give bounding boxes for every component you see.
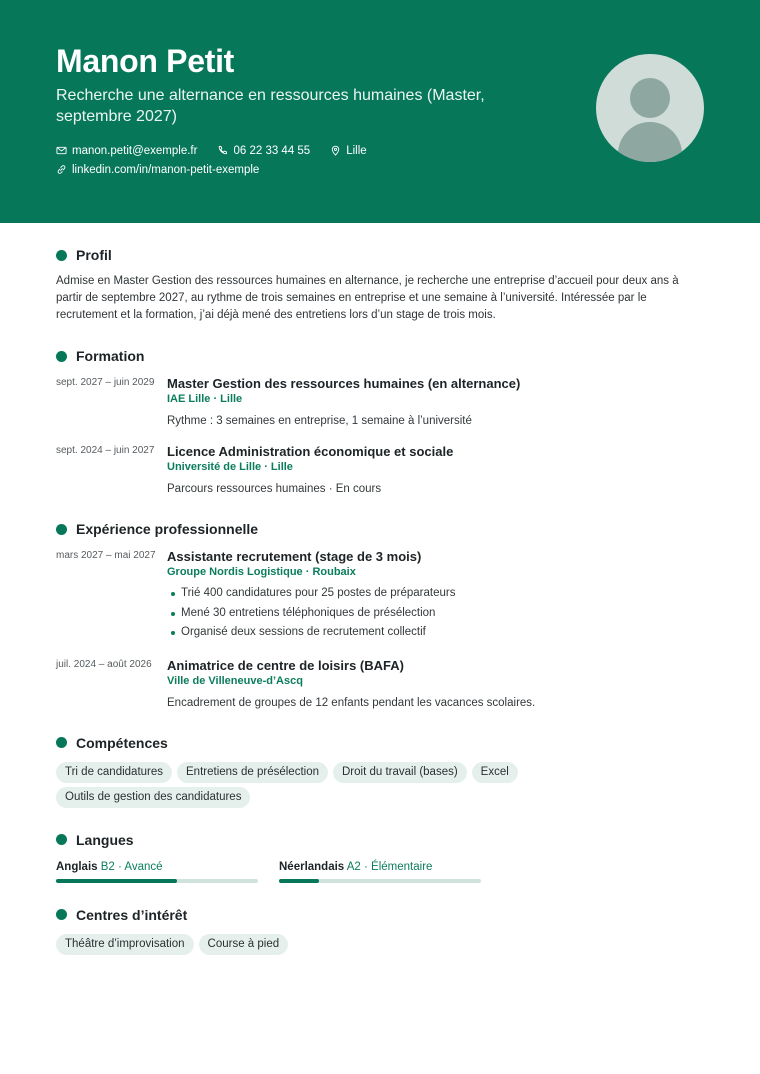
list-item: Trié 400 candidatures pour 25 postes de préparateurs bbox=[167, 584, 704, 604]
experience-entry bbox=[56, 548, 704, 643]
resume-body bbox=[0, 246, 760, 955]
skill-chip: Outils de gestion des candidatures bbox=[56, 787, 250, 808]
entry-dates: juil. 2024 – août 2026 bbox=[56, 658, 152, 670]
entry-desc: Encadrement de groupes de 12 enfants pendant les vacances scolaires. bbox=[167, 696, 536, 709]
section-bullet-icon bbox=[56, 737, 67, 748]
language-item bbox=[279, 859, 481, 883]
entry-dates: sept. 2027 – juin 2029 bbox=[56, 377, 155, 388]
linkedin-contact[interactable] bbox=[56, 164, 259, 176]
section-bullet-icon bbox=[56, 909, 67, 920]
interests-section bbox=[56, 906, 704, 955]
section-bullet-icon bbox=[56, 250, 67, 261]
mail-icon bbox=[56, 145, 67, 156]
education-section bbox=[56, 347, 704, 497]
person-silhouette-icon bbox=[630, 78, 670, 118]
skill-chip: Droit du travail (bases) bbox=[333, 762, 467, 783]
language-level-bar bbox=[279, 879, 481, 883]
section-title: Compétences bbox=[76, 734, 168, 751]
language-level-fill bbox=[56, 879, 177, 883]
skill-chip: Entretiens de présélection bbox=[177, 762, 328, 783]
section-bullet-icon bbox=[56, 834, 67, 845]
profile-section bbox=[56, 246, 704, 324]
contact-info bbox=[56, 141, 704, 179]
language-level-fill bbox=[279, 879, 319, 883]
languages-section bbox=[56, 831, 704, 883]
entry-title: Master Gestion des ressources humaines (en alternance) bbox=[167, 376, 521, 391]
education-entry bbox=[56, 443, 704, 497]
section-title: Formation bbox=[76, 348, 145, 364]
entry-title: Assistante recrutement (stage de 3 mois) bbox=[167, 549, 422, 564]
city-text: Lille bbox=[346, 144, 367, 157]
section-title: Langues bbox=[76, 831, 134, 848]
education-entry bbox=[56, 375, 704, 429]
language-name: Anglais bbox=[56, 860, 98, 873]
phone-contact[interactable] bbox=[217, 145, 310, 157]
entry-dates: mars 2027 – mai 2027 bbox=[56, 550, 156, 561]
experience-entry bbox=[56, 657, 704, 711]
entry-title: Licence Administration économique et sociale bbox=[167, 444, 454, 459]
headline: Recherche une alternance en ressources humaines (Master, septembre 2027) bbox=[56, 87, 485, 125]
interest-chip: Théâtre d’improvisation bbox=[56, 934, 194, 955]
city-contact bbox=[330, 145, 366, 157]
language-level: B2 · Avancé bbox=[100, 860, 163, 873]
list-item: Organisé deux sessions de recrutement collectif bbox=[167, 623, 704, 643]
entry-desc: Rythme : 3 semaines en entreprise, 1 semaine à l’université bbox=[167, 415, 472, 427]
entry-org: Groupe Nordis Logistique · Roubaix bbox=[167, 566, 356, 578]
skill-chip: Tri de candidatures bbox=[56, 762, 172, 783]
list-item: Mené 30 entretiens téléphoniques de présélection bbox=[167, 604, 704, 624]
skills-chip-list bbox=[56, 762, 616, 808]
interest-chip: Course à pied bbox=[199, 934, 289, 955]
language-item bbox=[56, 859, 258, 883]
language-name: Néerlandais bbox=[279, 860, 345, 873]
email-text: manon.petit@exemple.fr bbox=[72, 144, 198, 157]
section-title: Centres d’intérêt bbox=[76, 906, 188, 923]
entry-org: Ville de Villeneuve-d’Ascq bbox=[167, 674, 303, 687]
profile-photo-placeholder bbox=[596, 54, 704, 162]
email-contact[interactable] bbox=[56, 145, 197, 157]
skill-chip: Excel bbox=[472, 762, 518, 783]
section-title: Expérience professionnelle bbox=[76, 521, 259, 537]
section-bullet-icon bbox=[56, 351, 67, 362]
language-level: A2 · Élémentaire bbox=[346, 860, 433, 873]
location-pin-icon bbox=[330, 145, 341, 156]
section-title: Profil bbox=[76, 247, 112, 263]
skills-section bbox=[56, 734, 704, 808]
linkedin-text: linkedin.com/in/manon-petit-exemple bbox=[72, 163, 260, 176]
interests-chip-list bbox=[56, 934, 616, 955]
phone-text: 06 22 33 44 55 bbox=[233, 144, 311, 157]
entry-dates: sept. 2024 – juin 2027 bbox=[56, 445, 155, 456]
resume-header bbox=[0, 0, 760, 223]
entry-org: IAE Lille · Lille bbox=[167, 393, 243, 405]
achievement-list bbox=[167, 584, 704, 643]
section-bullet-icon bbox=[56, 524, 67, 535]
entry-desc: Parcours ressources humaines · En cours bbox=[167, 483, 382, 495]
phone-icon bbox=[217, 145, 228, 156]
link-icon bbox=[56, 164, 67, 175]
person-silhouette-body bbox=[618, 122, 682, 162]
entry-org: Université de Lille · Lille bbox=[167, 461, 293, 473]
entry-title: Animatrice de centre de loisirs (BAFA) bbox=[167, 657, 404, 673]
language-level-bar bbox=[56, 879, 258, 883]
experience-section bbox=[56, 520, 704, 711]
profile-text: Admise en Master Gestion des ressources humaines en alternance, je recherche une entreprise d’accueil pour deux ans à partir de septembre 2027, au rythme de trois semaines en entreprise et une semaine à l’université. Intéressée par le recrutement et la formation, j’ai déjà mené des entretiens lors d’un stage de trois mois. bbox=[56, 275, 679, 321]
candidate-name: Manon Petit bbox=[56, 43, 235, 79]
